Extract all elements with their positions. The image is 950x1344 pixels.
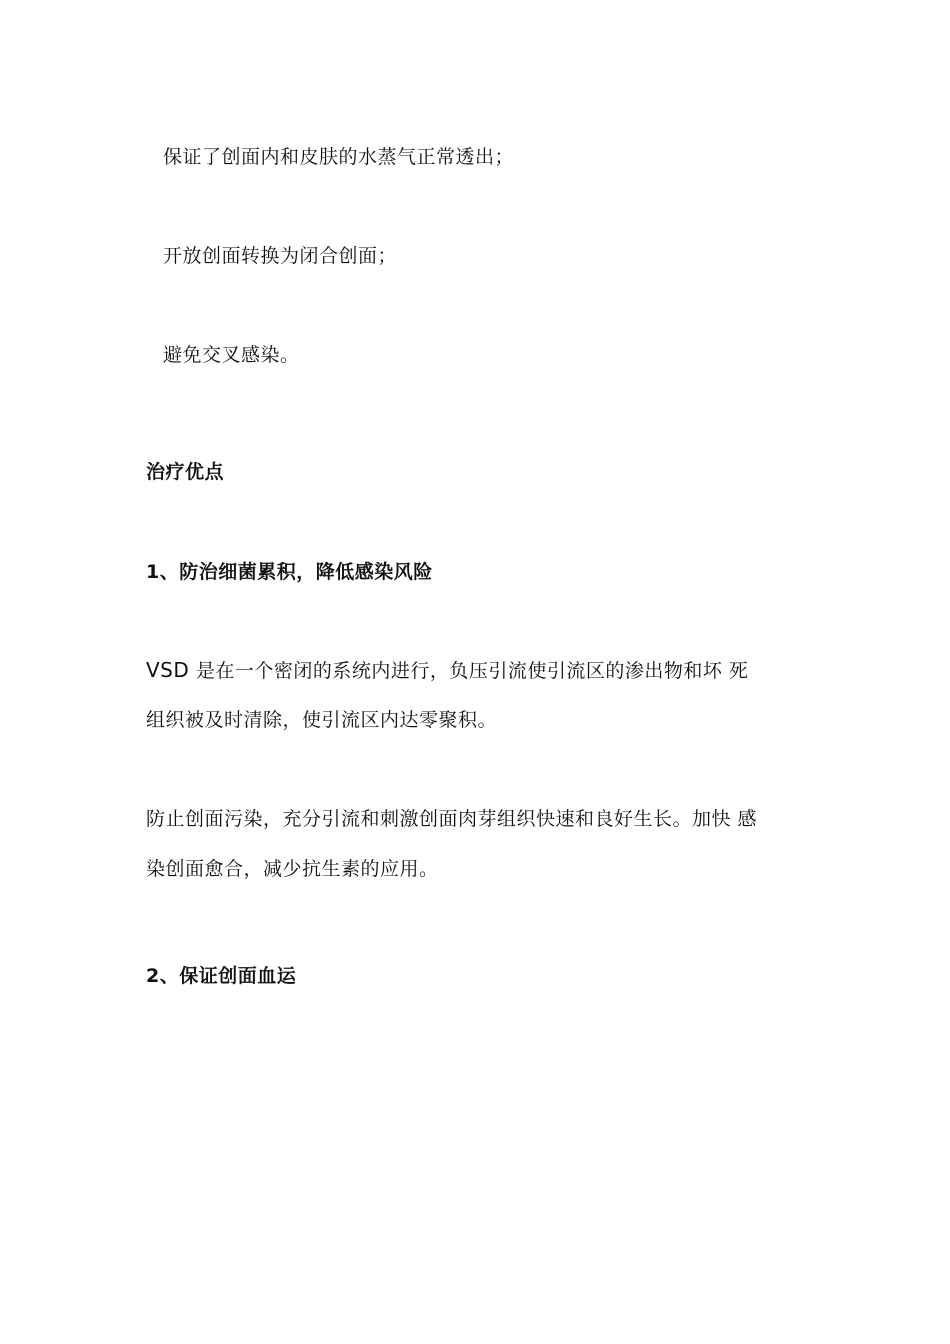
- bullet-line-2: 开放创面转换为闭合创面；: [163, 245, 398, 267]
- item2-heading: 2、保证创面血运: [146, 965, 297, 987]
- section-title: 治疗优点: [146, 461, 225, 483]
- item1-para2-line2: 染创面愈合，减少抗生素的应用。: [146, 858, 439, 880]
- item1-para1-line1-text: 是在一个密闭的系统内进行，负压引流使引流区的渗出物和坏 死: [189, 660, 749, 682]
- item1-para1-line2: 组织被及时清除，使引流区内达零聚积。: [146, 709, 498, 731]
- vsd-abbrev: VSD: [146, 658, 190, 682]
- item1-heading: 1、防治细菌累积，降低感染风险: [146, 561, 433, 583]
- bullet-line-1: 保证了创面内和皮肤的水蒸气正常透出；: [163, 146, 515, 168]
- item1-para2-line1: 防止创面污染，充分引流和刺激创面肉芽组织快速和良好生长。加快 感: [146, 808, 758, 830]
- item1-para1-line1: [146, 659, 748, 682]
- bullet-line-3: 避免交叉感染。: [163, 344, 300, 366]
